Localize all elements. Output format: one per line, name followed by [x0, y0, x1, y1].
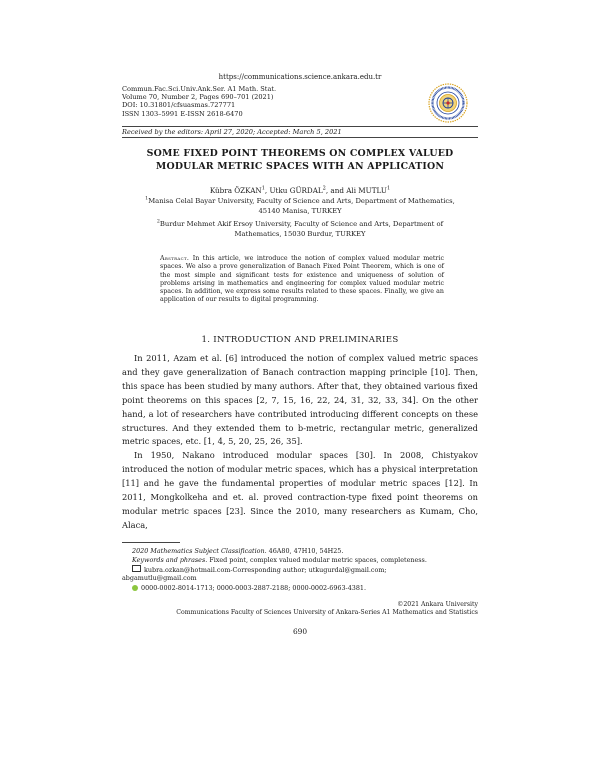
msc-codes: 46A80, 47H10, 54H25. — [268, 547, 344, 555]
paper-title — [122, 147, 478, 173]
body-text — [122, 352, 478, 533]
author-affiliation-mark: 2 — [322, 185, 326, 192]
author-list — [122, 186, 478, 195]
publisher-line: Communications Faculty of Sciences University of Ankara-Series A1 Mathematics and Statistics — [176, 609, 478, 616]
author-affiliation-mark: 1 — [261, 185, 265, 192]
envelope-icon — [132, 565, 141, 572]
paragraph: In 1950, Nakano introduced modular spaces [30]. In 2008, Chistyakov introduced the notion of modular metric spaces, which has a physical interpretation [11] and he gave the fundamental properties of modular metric spaces [12]. In 2011, Mongkolkeha and et. al. proved contraction-type fixed point theorems on modular metric spaces [23]. Since the 2010, many researchers as Kumam, Cho, Alaca, — [122, 450, 478, 530]
abstract-heading: Abstract. — [160, 255, 190, 262]
copyright-notice — [122, 601, 478, 617]
paragraph: In 2011, Azam et al. [6] introduced the notion of complex valued metric spaces and they gave generalization of Banach contraction mapping principle [10]. Then, this space has been studied by many authors. After that, they obtained various fixed point theorems on this spaces [2, 7, 15, 16, 22, 24, 31, 32, 33, 34]. On the other hand, a lot of researchers have contributed introducing different concepts on these structures. And they extended them to b-metric, rectangular metric, generalized metric spaces, etc. [1, 4, 5, 20, 25, 26, 35]. — [122, 353, 478, 447]
affiliation-text: Burdur Mehmet Akif Ersoy University, Faculty of Science and Arts, Department of — [159, 220, 444, 228]
university-seal-logo — [428, 83, 468, 123]
journal-issn: ISSN 1303–5991 E-ISSN 2618-6470 — [122, 109, 243, 118]
footnote-orcid — [122, 584, 480, 592]
keywords-label: Keywords and phrases. — [132, 556, 208, 564]
paper-title-line-1: SOME FIXED POINT THEOREMS ON COMPLEX VALUED — [146, 148, 454, 159]
footnote-msc — [122, 547, 480, 555]
affiliation-mark: 2 — [156, 219, 160, 225]
orcid-icon — [132, 585, 138, 591]
journal-doi[interactable]: DOI: 10.31801/cfsuasmas.727771 — [122, 101, 236, 110]
author-affiliation-mark: 1 — [386, 185, 391, 192]
author-name: Ali MUTLU — [346, 186, 387, 195]
header-rule-bottom — [122, 137, 478, 138]
affiliation-text: 45140 Manisa, TURKEY — [258, 206, 342, 215]
author-separator: , and — [325, 186, 347, 195]
journal-url[interactable]: https://communications.science.ankara.edu.tr — [218, 73, 382, 81]
author-name: Utku GÜRDAL — [269, 186, 323, 195]
footnote-keywords — [122, 556, 480, 564]
affiliation-text: Mathematics, 15030 Burdur, TURKEY — [234, 229, 366, 238]
footnote-rule — [122, 542, 180, 543]
page-number: 690 — [292, 627, 308, 636]
footnote-emails — [122, 565, 480, 574]
journal-info — [122, 85, 276, 118]
msc-label: 2020 Mathematics Subject Classification. — [132, 547, 267, 555]
author-name: Kübra ÖZKAN — [209, 186, 262, 195]
affiliation-text: Manisa Celal Bayar University, Faculty of Science and Arts, Department of Mathematics, — [148, 197, 455, 205]
orcid-ids[interactable]: 0000-0002-8014-1713; 0000-0003-2887-2188; 0000-0002-6963-4381. — [141, 584, 366, 592]
affiliation-2 — [122, 220, 478, 239]
affiliation-1 — [122, 197, 478, 216]
author-separator: , — [264, 186, 270, 195]
paper-title-line-2: MODULAR METRIC SPACES WITH AN APPLICATION — [155, 161, 445, 172]
abstract-text: In this article, we introduce the notion of complex valued modular metric spaces. We also a prove generalization of Banach Fixed Point Theorem, which is one of the most simple and significant tests for existence and uniqueness of solution of problems arising in mathematics and engineering for complex valued modular metric spaces. In addition, we express some results related to these spaces. Finally, we give an application of our results to digital programming. — [160, 255, 444, 304]
keywords-text: Fixed point, complex valued modular metric spaces, completeness. — [209, 556, 427, 564]
header-rule-top — [122, 126, 478, 127]
email-list[interactable]: kubra.ozkan@hotmail.com-Corresponding author; utkugurdal@gmail.com; — [144, 566, 387, 574]
copyright-line: ©2021 Ankara University — [397, 601, 478, 608]
journal-citation: Commun.Fac.Sci.Univ.Ank.Ser. A1 Math. Stat. — [122, 85, 277, 93]
affiliation-mark: 1 — [145, 196, 149, 202]
abstract — [160, 255, 444, 305]
section-heading: 1. INTRODUCTION AND PRELIMINARIES — [201, 335, 399, 345]
footnote-email-continued[interactable]: abgamutlu@gmail.com — [122, 574, 197, 582]
journal-volume: Volume 70, Number 2, Pages 690–701 (2021) — [122, 93, 274, 102]
received-dates: Received by the editors: April 27, 2020; Accepted: March 5, 2021 — [122, 128, 342, 136]
